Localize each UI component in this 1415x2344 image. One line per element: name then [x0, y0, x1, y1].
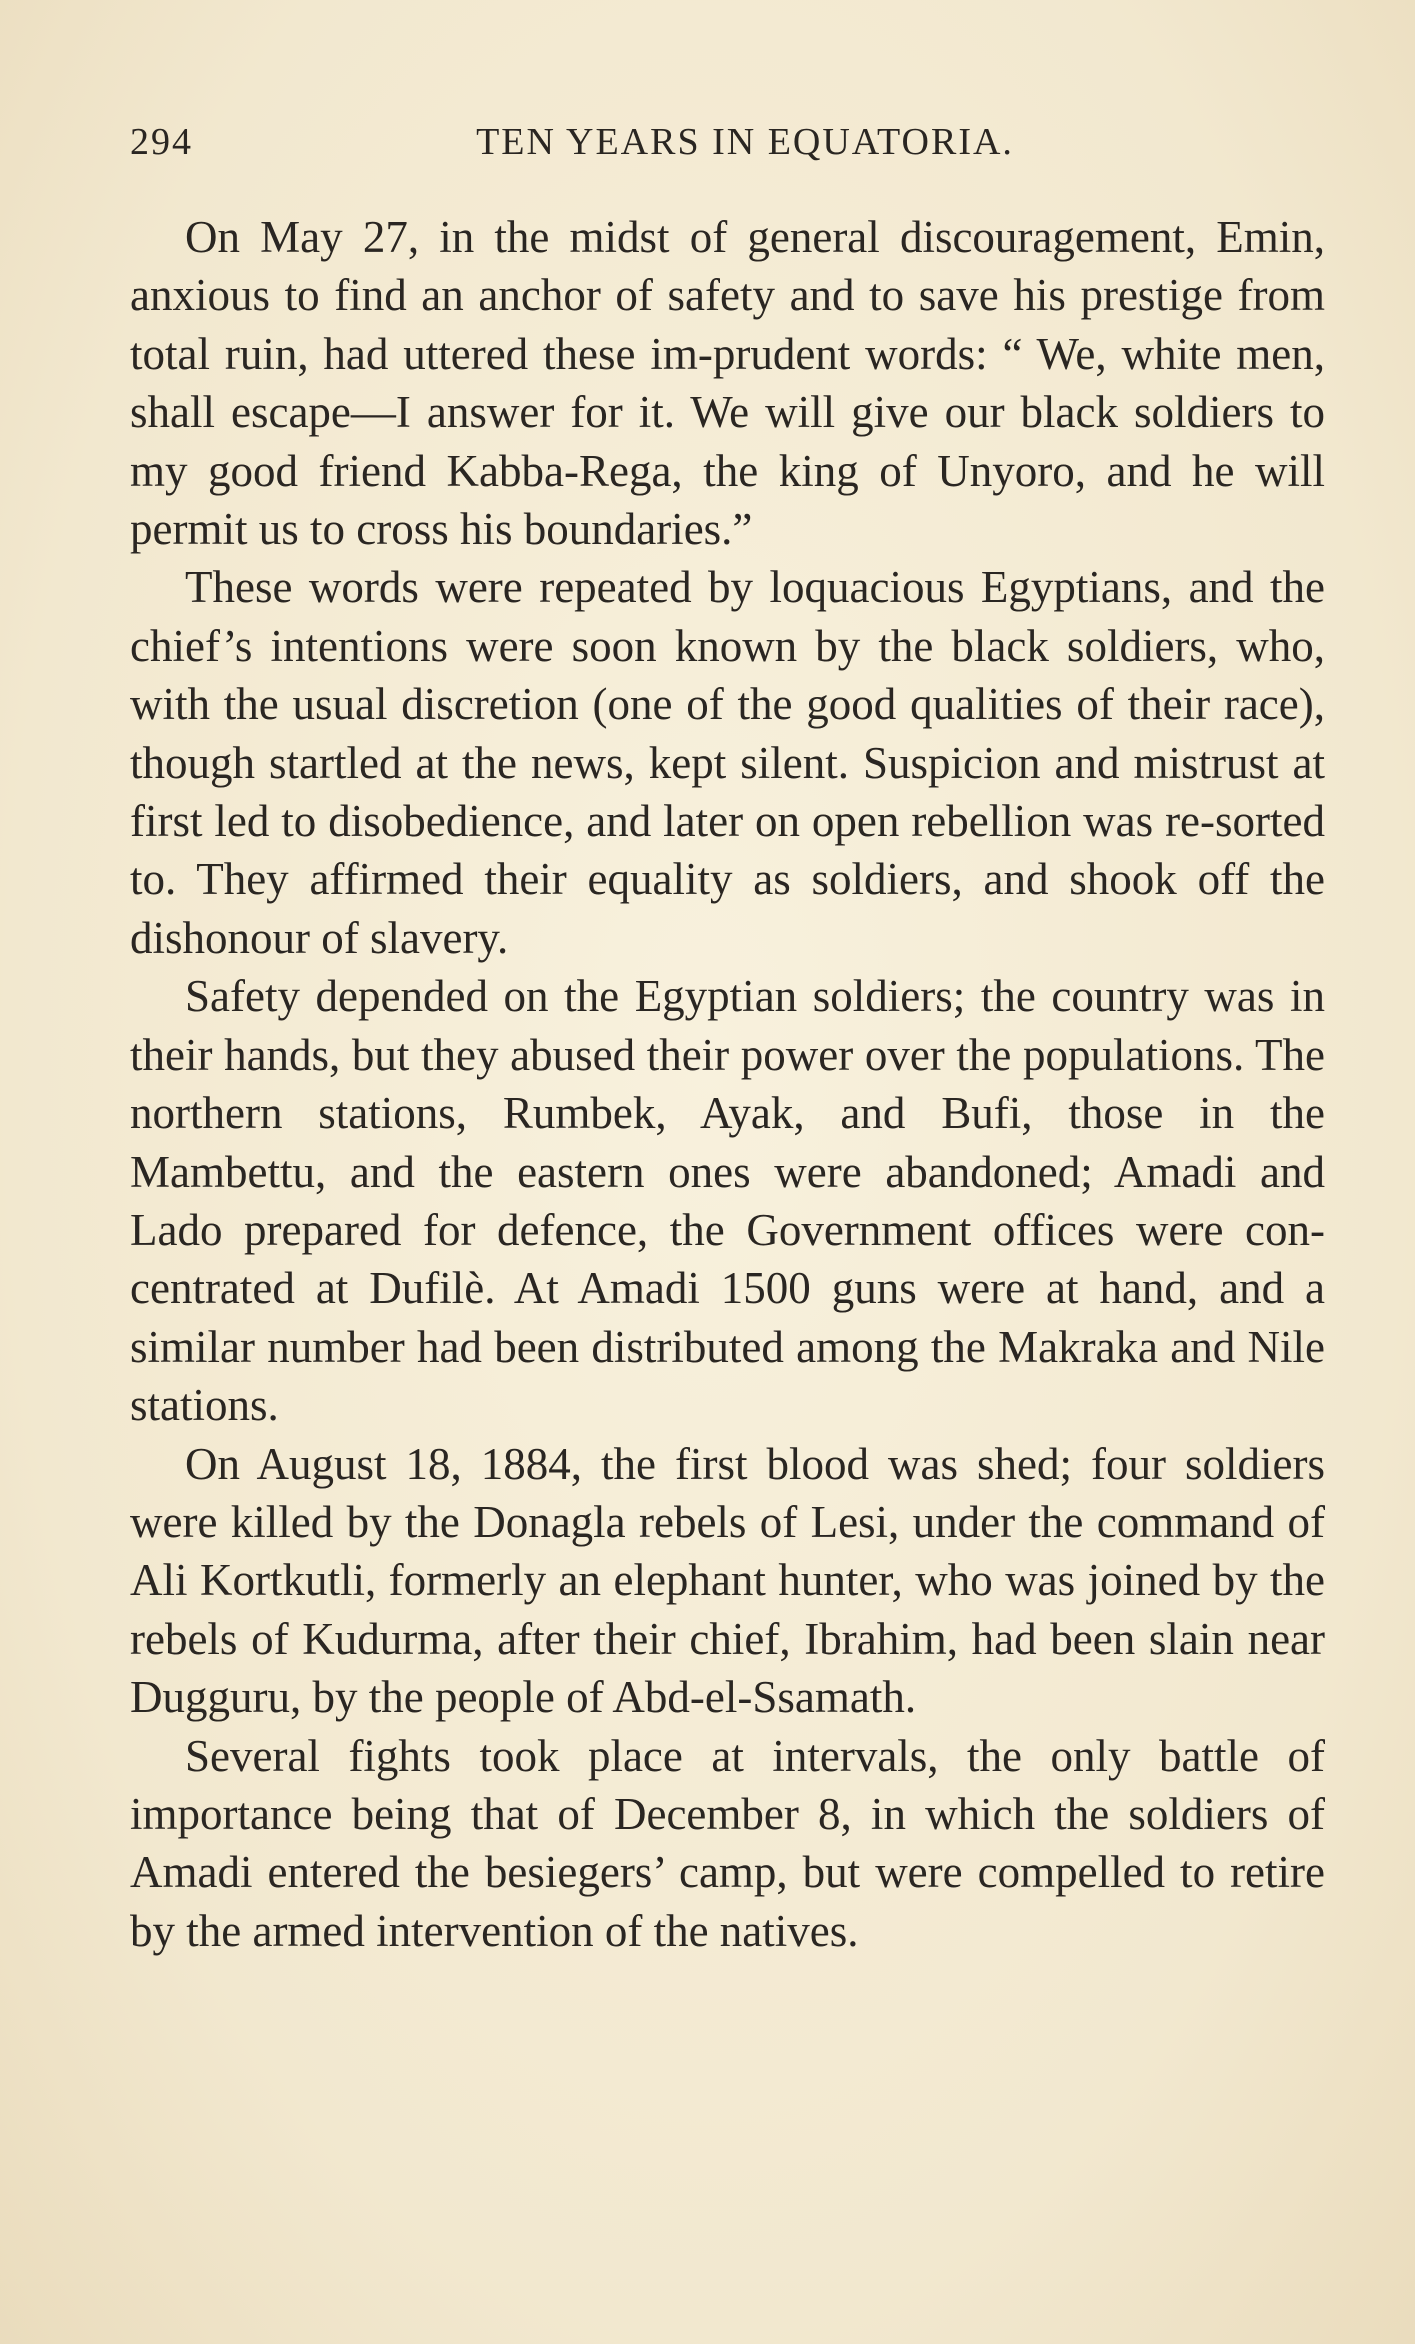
running-title: TEN YEARS IN EQUATORIA.	[476, 121, 1014, 163]
paragraph-3: Safety depended on the Egyptian soldiers; the country was in their hands, but they abused their power over the populations. The northern stations, Rumbek, Ayak, and Bufi, those in the Mambettu, and the eastern ones were abandoned; Amadi and Lado prepared for defence, the Government offices were con-centrated at Dufilè. At Amadi 1500 guns were at hand, and a similar number had been distributed among the Makraka and Nile stations.	[130, 971, 1325, 1431]
paragraph-2: These words were repeated by loquacious Egyptians, and the chief’s intentions were soon known by the black soldiers, who, with the usual discretion (one of the good qualities of their race), though startled at the news, kept silent. Suspicion and mistrust at first led to disobedience, and later on open rebellion was re-sorted to. They affirmed their equality as soldiers, and shook off the dishonour of slavery.	[130, 562, 1325, 963]
paragraph-4: On August 18, 1884, the first blood was shed; four soldiers were killed by the Donagla rebels of Lesi, under the command of Ali Kortkutli, formerly an elephant hunter, who was joined by the rebels of Kudurma, after their chief, Ibrahim, had been slain near Dugguru, by the people of Abd-el-Ssamath.	[130, 1438, 1325, 1723]
body-text	[130, 208, 1325, 1960]
page-number: 294	[130, 121, 193, 163]
paragraph-1: On May 27, in the midst of general discouragement, Emin, anxious to find an anchor of safety and to save his prestige from total ruin, had uttered these im-prudent words: “ We, white men, shall escape—I answer for it. We will give our black soldiers to my good friend Kabba-Rega, the king of Unyoro, and he will permit us to cross his boundaries.”	[130, 212, 1325, 555]
running-head	[130, 120, 1320, 180]
paragraph-5: Several fights took place at intervals, the only battle of importance being that of December 8, in which the soldiers of Amadi entered the besiegers’ camp, but were compelled to retire by the armed intervention of the natives.	[130, 1730, 1325, 1956]
